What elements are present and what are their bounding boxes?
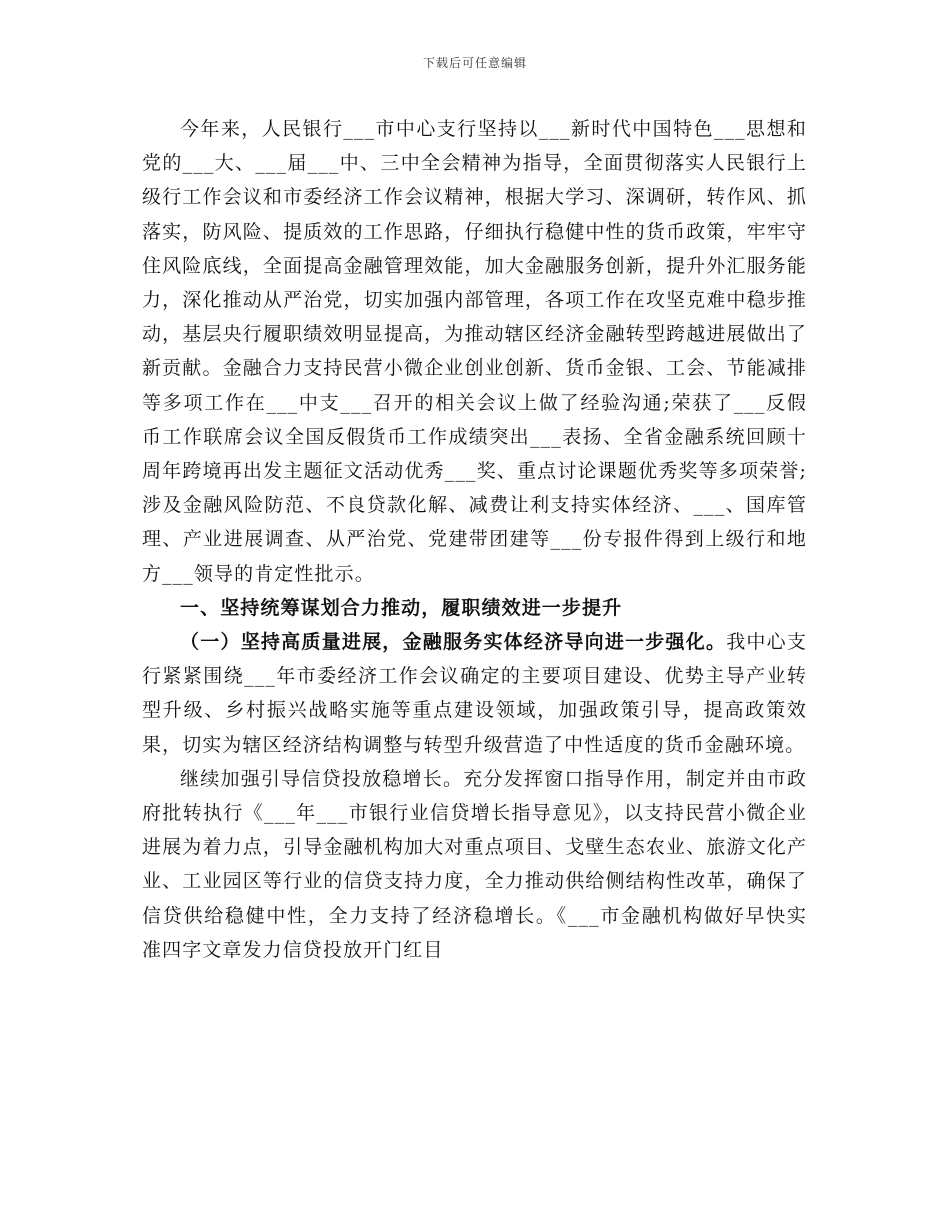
subsection-lead: （一）坚持高质量进展，金融服务实体经济导向进一步强化。 — [180, 631, 727, 654]
page-header: 下载后可任意编辑 — [422, 56, 527, 70]
intro-paragraph: 今年来，人民银行___市中心支行坚持以___新时代中国特色___思想和党的___大、___届___中、三中全会精神为指导，全面贯彻落实人民银行上级行工作会议和市委经济工作会议精神，根据大学习、深调研，转作风、抓落实，防风险、提质效的工作思路，仔细执行稳健中性的货币政策，牢牢守住风险底线，全面提高金融管理效能，加大金融服务创新，提升外汇服务能力，深化推动从严治党，切实加强内部管理，各项工作在攻坚克难中稳步推动，基层央行履职绩效明显提高，为推动辖区经济金融转型跨越进展做出了新贡献。金融合力支持民营小微企业创业创新、货币金银、工会、节能减排等多项工作在___中支___召开的相关会议上做了经验沟通;荣获了___反假币工作联席会议全国反假货币工作成绩突出___表扬、全省金融系统回顾十周年跨境再出发主题征文活动优秀___奖、重点讨论课题优秀奖等多项荣誉;涉及金融风险防范、不良贷款化解、减费让利支持实体经济、___、国库管理、产业进展调查、从严治党、党建带团建等___份专报件得到上级行和地方___领导的肯定性批示。 — [142, 118, 807, 585]
document-body — [142, 112, 807, 967]
subsection-paragraph — [142, 625, 807, 762]
credit-paragraph: 继续加强引导信贷投放稳增长。充分发挥窗口指导作用，制定并由市政府批转执行《___年___市银行业信贷增长指导意见》，以支持民营小微企业进展为着力点，引导金融机构加大对重点项目、戈壁生态农业、旅游文化产业、工业园区等行业的信贷支持力度，全力推动供给侧结构性改革，确保了信贷供给稳健中性，全力支持了经济稳增长。《___市金融机构做好早快实准四字文章发力信贷投放开门红目 — [142, 767, 807, 961]
subsection-text: 我中心支行紧紧围绕___年市委经济工作会议确定的主要项目建设、优势主导产业转型升级、乡村振兴战略实施等重点建设领域，加强政策引导，提高政策效果，切实为辖区经济结构调整与转型升级营造了中性适度的货币金融环境。 — [142, 631, 807, 756]
section-heading: 一、坚持统筹谋划合力推动，履职绩效进一步提升 — [180, 596, 623, 619]
